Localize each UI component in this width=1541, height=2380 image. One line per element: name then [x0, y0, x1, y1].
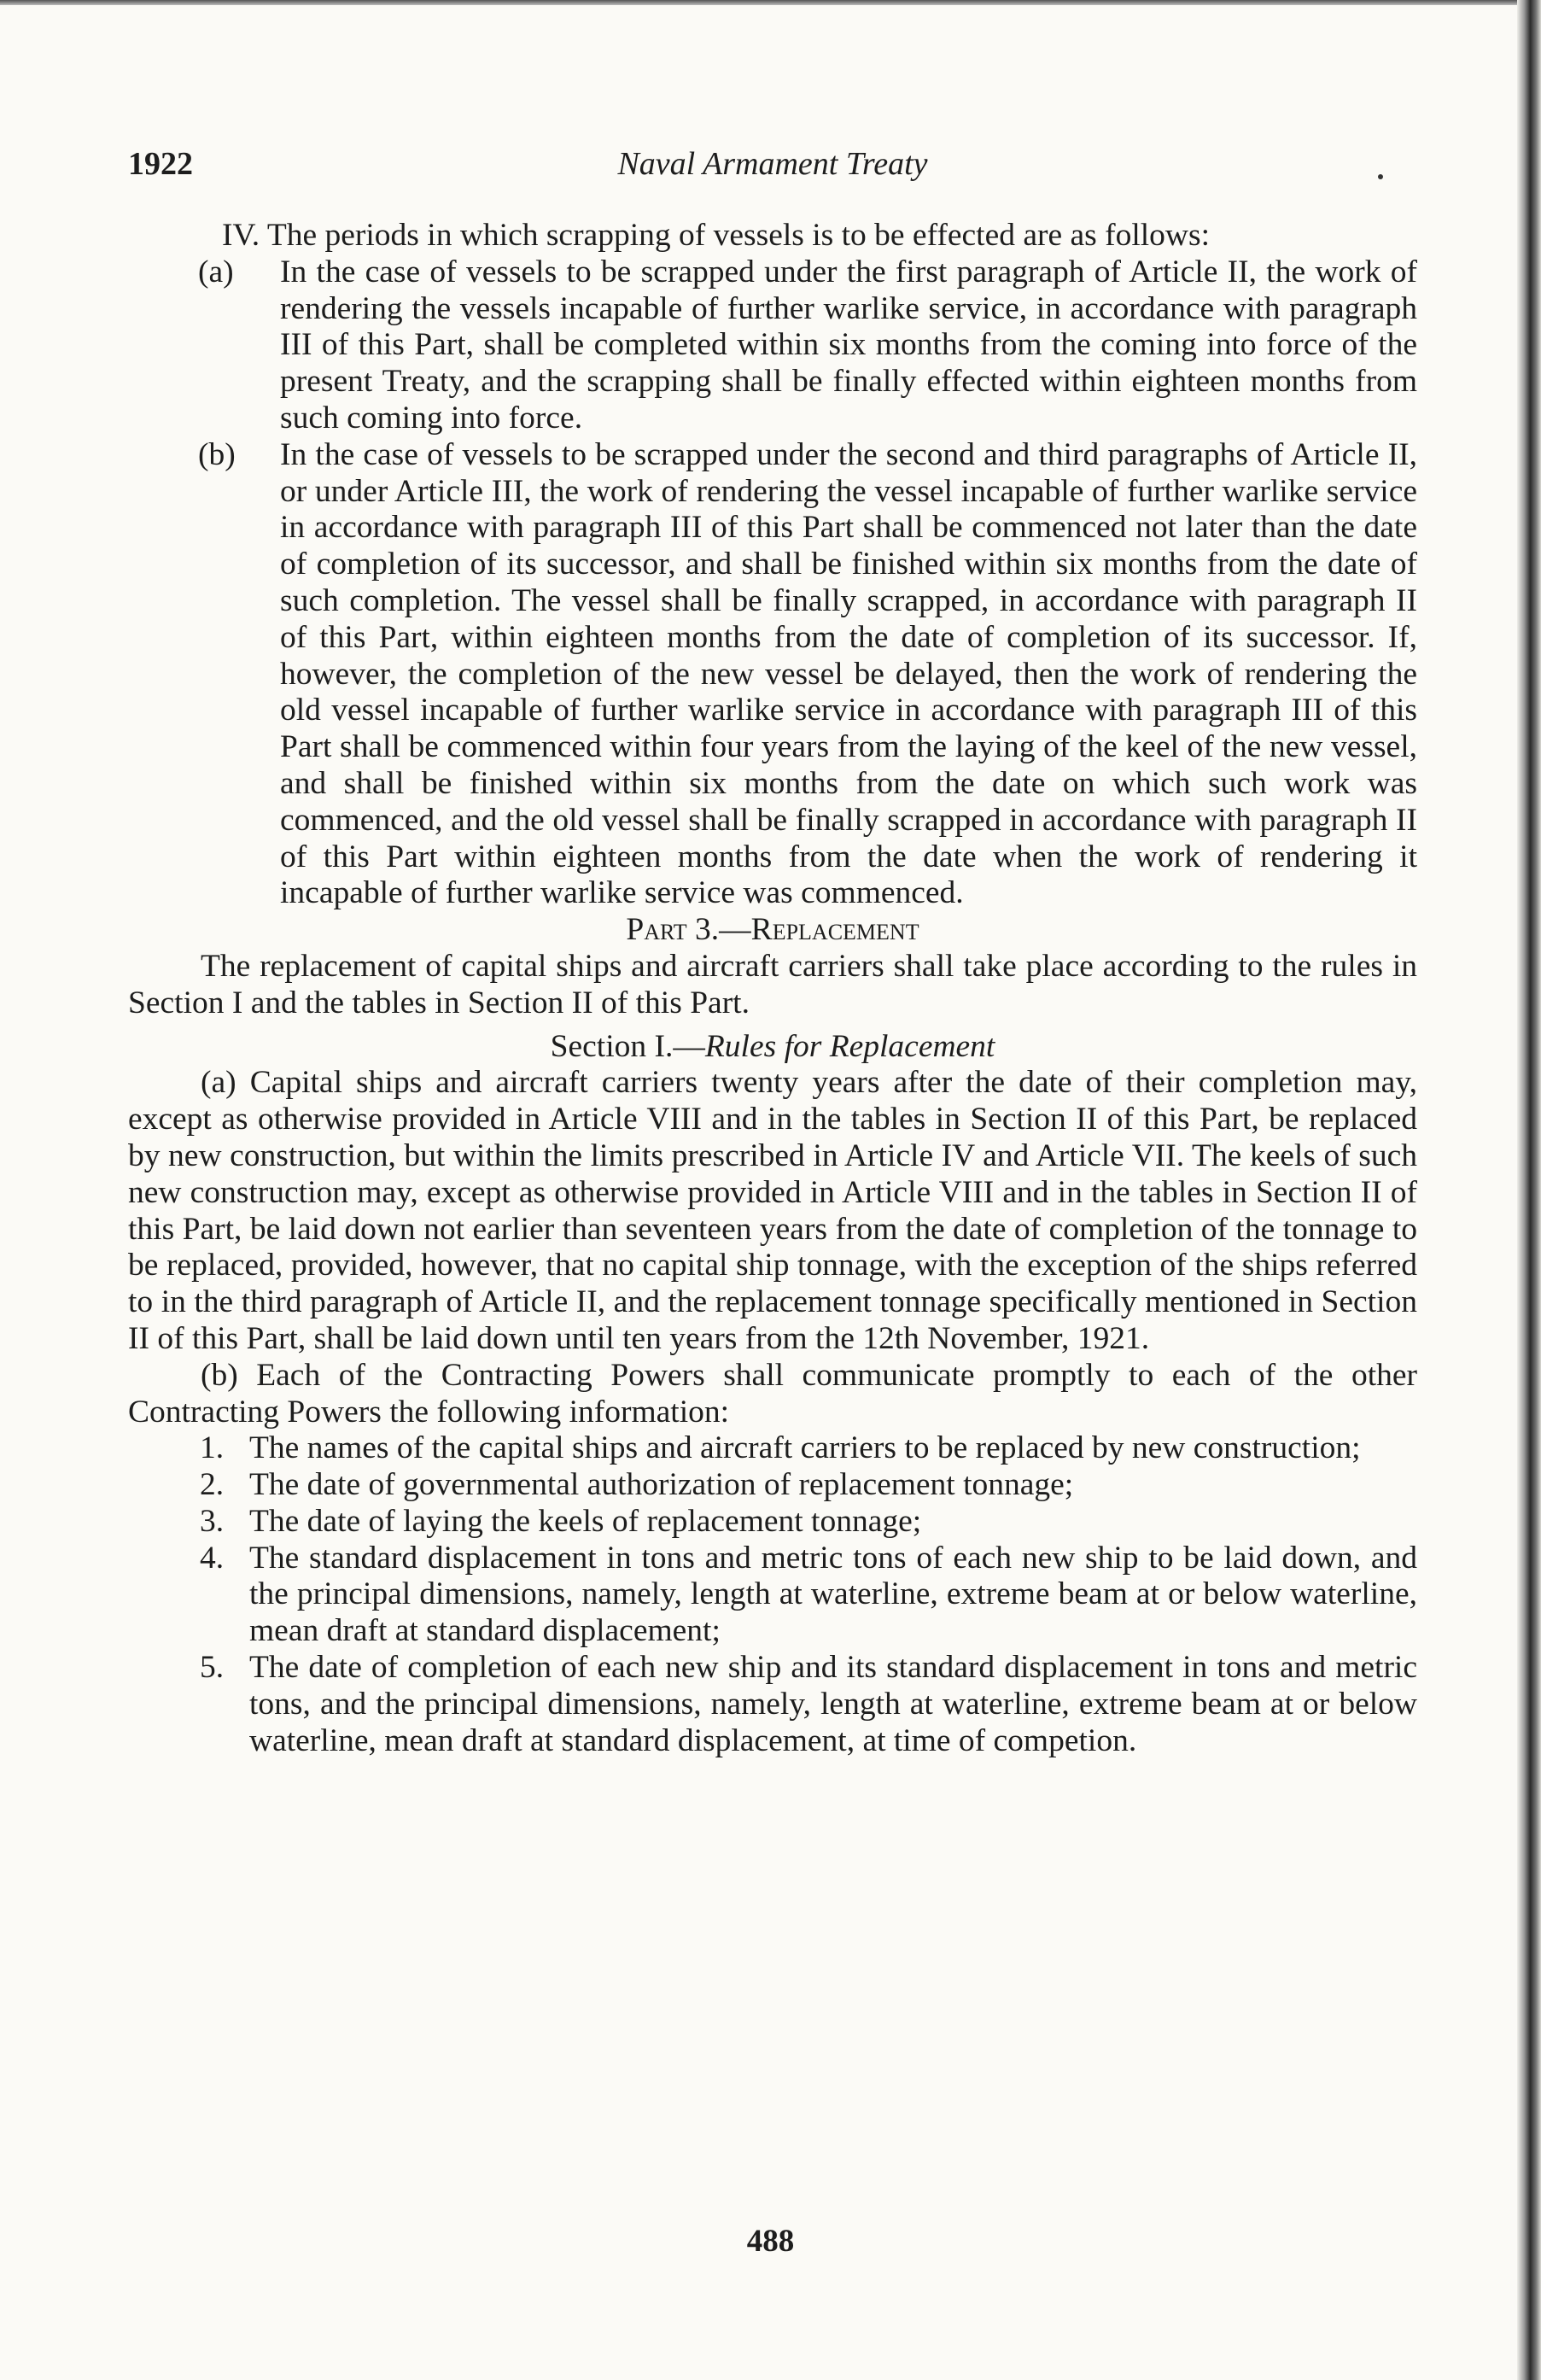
section1-para-a — [128, 1065, 1417, 1357]
header-title: Naval Armament Treaty — [617, 146, 928, 182]
list-text: The standard displacement in tons and metric tons of each new ship to be laid down, and the principal dimensions, namely, length at waterline, extreme beam at or below waterline, mean draft at standard displacement; — [249, 1540, 1417, 1649]
list-text: The date of laying the keels of replacement tonnage; — [249, 1503, 922, 1539]
page-header — [128, 145, 1417, 205]
page-body — [128, 218, 1417, 1759]
list-item — [128, 1650, 1417, 1759]
part3-heading: Part 3.—Replacement — [626, 912, 919, 948]
para-label: (b) — [201, 1357, 238, 1393]
list-number: 4. — [200, 1540, 225, 1576]
para-text: Each of the Contracting Powers shall communicate promptly to each of the other Contracting Powers the following information: — [128, 1357, 1418, 1430]
section-iv-label: IV. — [222, 218, 260, 253]
list-number: 2. — [200, 1467, 225, 1503]
list-item — [128, 1467, 1417, 1504]
page-number: 488 — [746, 2224, 795, 2259]
section1-heading-title: Rules for Replacement — [704, 1028, 995, 1064]
list-item — [128, 1504, 1417, 1541]
item-label: (b) — [198, 436, 236, 472]
section1-para-b — [128, 1358, 1417, 1431]
section1-heading-prefix: Section I.— — [550, 1028, 705, 1064]
header-year: 1922 — [128, 146, 193, 182]
list-text: The date of governmental authorization of replacement tonnage; — [249, 1467, 1074, 1503]
section-iv-item-b — [128, 437, 1417, 912]
section-iv-text: The periods in which scrapping of vessels is to be effected are as follows: — [266, 218, 1211, 253]
scan-binding-edge — [1517, 0, 1541, 2380]
para-text: Capital ships and aircraft carriers twenty years after the date of their completion may, except as otherwise provided in Article VIII and in the tables in Section II of this Part, be replaced by new construction, but within the limits prescribed in Article IV and Article VII. The keels of such new construction may, except as otherwise provided in Article VIII and in the tables in Section II of this Part, be laid down not earlier than seventeen years from the date of completion of the tonnage to be replaced, provided, however, that no capital ship tonnage, with the exception of the ships referred to in the third paragraph of Article II, and the replacement tonnage specifically mentioned in Section II of this Part, shall be laid down until ten years from the 12th November, 1921. — [128, 1065, 1417, 1356]
section-iv-item-a — [128, 254, 1417, 437]
list-text: The date of completion of each new ship and its standard displacement in tons and metric tons, and the principal dimensions, namely, length at waterline, extreme beam at or below waterline, mean draft at standard displacement, at time of competion. — [249, 1650, 1417, 1758]
item-text: In the case of vessels to be scrapped under the second and third paragraphs of Article II, or under Article III, the work of rendering the vessel incapable of further warlike service in accordance with paragraph III of this Part shall be commenced not later than the date of completion of its successor, and shall be finished within six months from the date of such completion. The vessel shall be finally scrapped, in accordance with paragraph II of this Part, within eighteen months from the date of completion of its successor. If, however, the completion of the new vessel be delayed, then the work of rendering the old vessel incapable of further warlike service in accordance with paragraph III of this Part shall be commenced within four years from the laying of the keel of the new vessel, and shall be finished within six months from the date on which such work was commenced, and the old vessel shall be finally scrapped in accordance with paragraph II of this Part within eighteen months from the date when the work of rendering it incapable of further warlike service was commenced. — [280, 436, 1417, 911]
item-text: In the case of vessels to be scrapped under the first paragraph of Article II, the work of rendering the vessels incapable of further warlike service, in accordance with paragraph III of this Part, shall be completed within six months from the coming into force of the present Treaty, and the scrapping shall be finally effected within eighteen months from such coming into force. — [280, 254, 1417, 436]
list-text: The names of the capital ships and aircraft carriers to be replaced by new construction; — [249, 1430, 1361, 1466]
section1-heading — [128, 1029, 1417, 1066]
list-item — [128, 1541, 1417, 1650]
list-number: 1. — [200, 1430, 225, 1466]
list-number: 5. — [200, 1650, 225, 1686]
para-label: (a) — [201, 1065, 236, 1101]
print-mark — [1378, 174, 1383, 179]
part3-intro: The replacement of capital ships and aircraft carriers shall take place according to the rules in Section I and the tables in Section II of this Part. — [128, 948, 1417, 1020]
item-label: (a) — [198, 254, 234, 289]
list-number: 3. — [200, 1503, 225, 1539]
list-item — [128, 1430, 1417, 1467]
section-iv-intro — [128, 218, 1417, 254]
scan-top-edge — [0, 0, 1541, 5]
